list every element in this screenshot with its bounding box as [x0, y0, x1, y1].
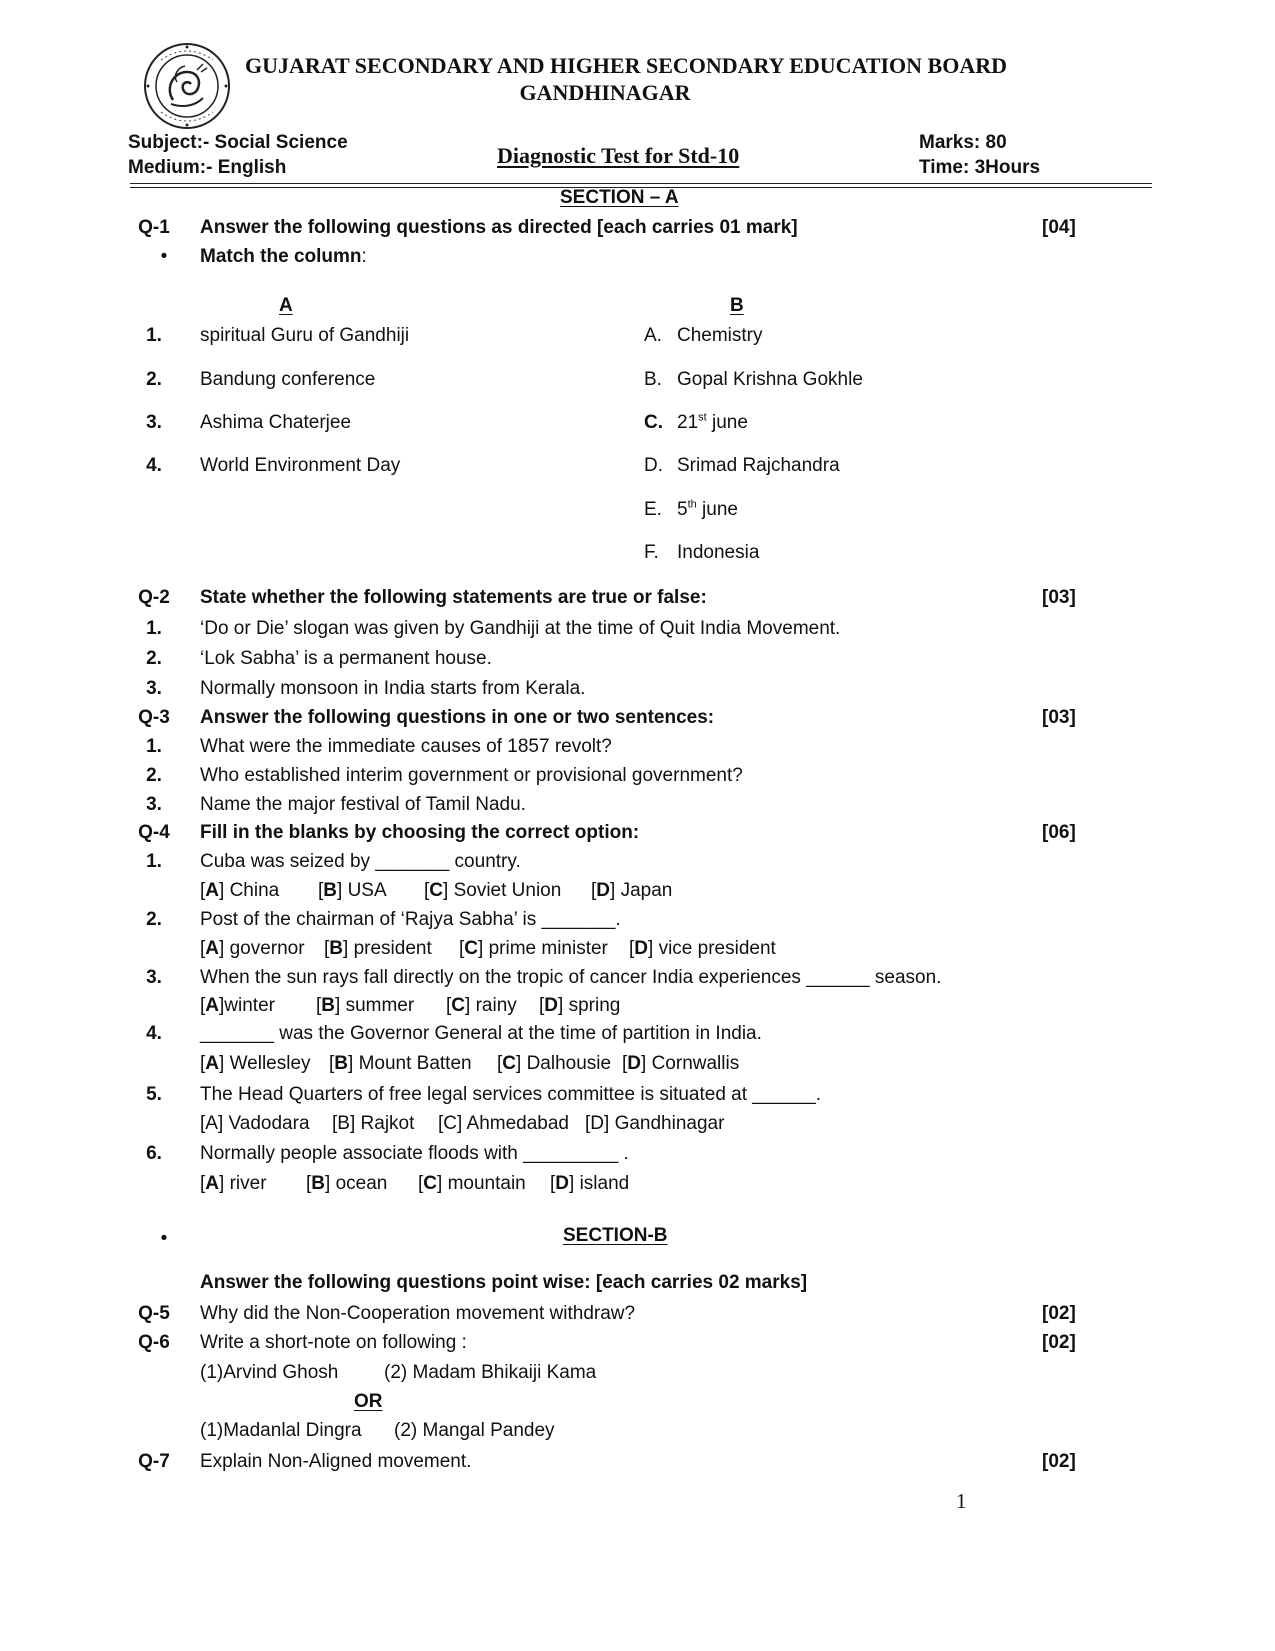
test-title: Diagnostic Test for Std-10	[497, 143, 740, 168]
marks-label: Marks: 80	[919, 132, 1007, 153]
q4-option: [A] Vadodara	[200, 1113, 310, 1134]
q4-item-number: 3.	[146, 967, 162, 988]
q4-option: [D] Cornwallis	[622, 1053, 740, 1074]
q4-item-number: 2.	[146, 909, 162, 930]
option-text: Dalhousie	[526, 1053, 612, 1074]
col-b-item-letter: D.	[644, 455, 663, 476]
board-city: GANDHINAGAR	[519, 80, 691, 105]
q4-option: [B] Mount Batten	[329, 1053, 472, 1074]
option-letter: C	[464, 938, 479, 959]
subject-label: Subject:- Social Science	[128, 132, 348, 153]
option-letter: C	[443, 1113, 458, 1134]
q4-instruction: Fill in the blanks by choosing the correct option:	[200, 822, 640, 843]
option-letter: B	[334, 1053, 349, 1074]
col-b-item-letter: C.	[644, 412, 663, 433]
q2-instruction: State whether the following statements are true or false:	[200, 587, 707, 608]
q4-item-number: 1.	[146, 851, 162, 872]
ordinal-number: 21	[677, 412, 699, 433]
option-text: Gandhinagar	[614, 1113, 725, 1134]
q7-number: Q-7	[138, 1451, 170, 1472]
option-text: Vadodara	[228, 1113, 310, 1134]
q2-item-number: 3.	[146, 678, 162, 699]
q3-item-text: What were the immediate causes of 1857 revolt?	[200, 736, 612, 757]
q4-option: [D] Gandhinagar	[585, 1113, 725, 1134]
q5-number: Q-5	[138, 1303, 170, 1324]
option-text: Ahmedabad	[466, 1113, 569, 1134]
q1-marks: [04]	[1042, 217, 1076, 238]
option-letter: B	[311, 1173, 326, 1194]
option-letter: D	[596, 880, 611, 901]
q1-number: Q-1	[138, 217, 170, 238]
q3-marks: [03]	[1042, 707, 1076, 728]
q4-option: [D] spring	[539, 995, 621, 1016]
option-letter: C	[429, 880, 444, 901]
q1-instruction: Answer the following questions as directed [each carries 01 mark]	[200, 217, 798, 238]
option-letter: A	[205, 938, 220, 959]
q4-option: [B] ocean	[306, 1173, 388, 1194]
q3-item-number: 2.	[146, 765, 162, 786]
col-a-item-text: Bandung conference	[200, 369, 376, 390]
option-text: governor	[229, 938, 305, 959]
q4-item-text: Cuba was seized by _______ country.	[200, 851, 521, 872]
q4-option: [B] Rajkot	[332, 1113, 415, 1134]
option-letter: D	[555, 1173, 570, 1194]
q3-item-text: Who established interim government or provisional government?	[200, 765, 743, 786]
option-letter: A	[205, 1053, 220, 1074]
option-text: prime minister	[488, 938, 608, 959]
q3-instruction: Answer the following questions in one or two sentences:	[200, 707, 715, 728]
option-letter: C	[423, 1173, 438, 1194]
q2-item-number: 1.	[146, 618, 162, 639]
q4-option: [C] Dalhousie	[497, 1053, 612, 1074]
option-text: spring	[568, 995, 621, 1016]
option-letter: D	[544, 995, 559, 1016]
section-a-title: SECTION – A	[560, 187, 679, 208]
q3-number: Q-3	[138, 707, 170, 728]
q4-item-text: _______ was the Governor General at the time of partition in India.	[200, 1023, 762, 1044]
col-b-item-letter: E.	[644, 499, 662, 520]
q4-option: [C] Ahmedabad	[438, 1113, 569, 1134]
col-b-item-text	[677, 412, 748, 434]
q4-option: [D] island	[550, 1173, 630, 1194]
q2-item-text: ‘Do or Die’ slogan was given by Gandhiji at the time of Quit India Movement.	[200, 618, 841, 639]
option-letter: A	[205, 995, 220, 1016]
q3-item-text: Name the major festival of Tamil Nadu.	[200, 794, 526, 815]
option-text: Cornwallis	[651, 1053, 740, 1074]
section-b-title: SECTION-B	[563, 1225, 668, 1246]
option-text: Rajkot	[360, 1113, 415, 1134]
col-a-item-number: 1.	[146, 325, 162, 346]
q4-marks: [06]	[1042, 822, 1076, 843]
q4-item-number: 4.	[146, 1023, 162, 1044]
q4-option: [C] Soviet Union	[424, 880, 562, 901]
option-letter: C	[502, 1053, 517, 1074]
q3-item-number: 3.	[146, 794, 162, 815]
option-text: mountain	[447, 1173, 526, 1194]
option-letter: A	[205, 1173, 220, 1194]
option-letter: C	[451, 995, 466, 1016]
col-b-item-letter: F.	[644, 542, 659, 563]
q1-sub-instruction-bold: Match the column	[200, 246, 362, 267]
q2-item-text: ‘Lok Sabha’ is a permanent house.	[200, 648, 492, 669]
q6-marks: [02]	[1042, 1332, 1076, 1353]
q6-text: Write a short-note on following :	[200, 1332, 467, 1353]
page-number: 1	[956, 1489, 967, 1513]
q6-option-1a: (1)Arvind Ghosh	[200, 1362, 339, 1383]
q4-option: [A] governor	[200, 938, 305, 959]
q4-option: [C] prime minister	[459, 938, 608, 959]
q7-text: Explain Non-Aligned movement.	[200, 1451, 472, 1472]
option-text: summer	[345, 995, 415, 1016]
option-text: Mount Batten	[358, 1053, 472, 1074]
col-b-item-text: Chemistry	[677, 325, 763, 346]
option-text: river	[229, 1173, 267, 1194]
ordinal-month: june	[706, 412, 748, 433]
option-text: China	[229, 880, 280, 901]
medium-label: Medium:- English	[128, 157, 287, 178]
q4-item-text: When the sun rays fall directly on the tropic of cancer India experiences ______ season.	[200, 967, 942, 988]
q2-item-number: 2.	[146, 648, 162, 669]
option-text: president	[353, 938, 432, 959]
q7-marks: [02]	[1042, 1451, 1076, 1472]
section-b-instruction: Answer the following questions point wise: [each carries 02 marks]	[200, 1272, 808, 1293]
q6-option-1b: (2) Madam Bhikaiji Kama	[384, 1362, 597, 1383]
col-a-item-text: Ashima Chaterjee	[200, 412, 352, 433]
q6-or-label: OR	[354, 1391, 383, 1412]
time-label: Time: 3Hours	[919, 157, 1041, 178]
ordinal-suffix: th	[687, 498, 697, 511]
col-b-item-text: Gopal Krishna Gokhle	[677, 369, 863, 390]
option-text: USA	[347, 880, 387, 901]
q4-option: [A] river	[200, 1173, 267, 1194]
q4-option: [C] mountain	[418, 1173, 526, 1194]
option-text: winter	[224, 995, 275, 1016]
option-letter: D	[634, 938, 649, 959]
q2-number: Q-2	[138, 587, 170, 608]
option-letter: A	[205, 880, 220, 901]
col-a-item-text: World Environment Day	[200, 455, 401, 476]
ordinal-number: 5	[677, 499, 688, 520]
q4-item-text: The Head Quarters of free legal services committee is situated at ______.	[200, 1084, 821, 1105]
option-letter: B	[323, 880, 338, 901]
option-letter: B	[329, 938, 344, 959]
option-text: Soviet Union	[453, 880, 562, 901]
ordinal-suffix: st	[698, 411, 707, 424]
q5-marks: [02]	[1042, 1303, 1076, 1324]
q1-sub-instruction	[200, 246, 367, 268]
q4-item-text: Normally people associate floods with _________ .	[200, 1143, 629, 1164]
q4-option: [A] Wellesley	[200, 1053, 311, 1074]
col-b-item-letter: B.	[644, 369, 662, 390]
q6-number: Q-6	[138, 1332, 170, 1353]
option-text: Japan	[620, 880, 673, 901]
q4-option: [D] vice president	[629, 938, 776, 959]
col-a-item-number: 4.	[146, 455, 162, 476]
header-rule	[130, 183, 1152, 184]
col-b-item-text: Indonesia	[677, 542, 760, 563]
col-a-item-number: 2.	[146, 369, 162, 390]
board-name: GUJARAT SECONDARY AND HIGHER SECONDARY EDUCATION BOARD	[245, 53, 1008, 78]
option-text: vice president	[658, 938, 776, 959]
col-a-item-number: 3.	[146, 412, 162, 433]
option-letter: A	[205, 1113, 218, 1134]
q6-option-2a: (1)Madanlal Dingra	[200, 1420, 362, 1441]
section-b-bullet: •	[160, 1228, 168, 1249]
board-logo	[143, 42, 231, 130]
q2-item-text: Normally monsoon in India starts from Kerala.	[200, 678, 586, 699]
q4-option: [B] president	[324, 938, 432, 959]
q4-option: [B] summer	[316, 995, 415, 1016]
option-letter: B	[321, 995, 336, 1016]
option-text: rainy	[475, 995, 517, 1016]
q4-option: [A]winter	[200, 995, 275, 1016]
q1-sub-instruction-colon: :	[361, 246, 367, 267]
q4-option: [B] USA	[318, 880, 387, 901]
option-letter: D	[590, 1113, 605, 1134]
column-a-header: A	[279, 295, 293, 316]
col-b-item-text	[677, 499, 738, 521]
option-text: Wellesley	[229, 1053, 311, 1074]
q4-number: Q-4	[138, 822, 170, 843]
q4-item-number: 5.	[146, 1084, 162, 1105]
q4-item-text: Post of the chairman of ‘Rajya Sabha’ is _______.	[200, 909, 621, 930]
q4-item-number: 6.	[146, 1143, 162, 1164]
option-text: ocean	[335, 1173, 388, 1194]
ordinal-month: june	[696, 499, 738, 520]
q6-option-2b: (2) Mangal Pandey	[394, 1420, 555, 1441]
option-text: island	[579, 1173, 630, 1194]
q4-option: [C] rainy	[446, 995, 517, 1016]
col-a-item-text: spiritual Guru of Gandhiji	[200, 325, 410, 346]
q1-bullet: •	[160, 246, 168, 267]
col-b-item-letter: A.	[644, 325, 662, 346]
column-b-header: B	[730, 295, 744, 316]
option-letter: B	[337, 1113, 350, 1134]
q4-option: [A] China	[200, 880, 280, 901]
q5-text: Why did the Non-Cooperation movement withdraw?	[200, 1303, 636, 1324]
q4-option: [D] Japan	[591, 880, 673, 901]
q3-item-number: 1.	[146, 736, 162, 757]
q2-marks: [03]	[1042, 587, 1076, 608]
col-b-item-text: Srimad Rajchandra	[677, 455, 840, 476]
option-letter: D	[627, 1053, 642, 1074]
